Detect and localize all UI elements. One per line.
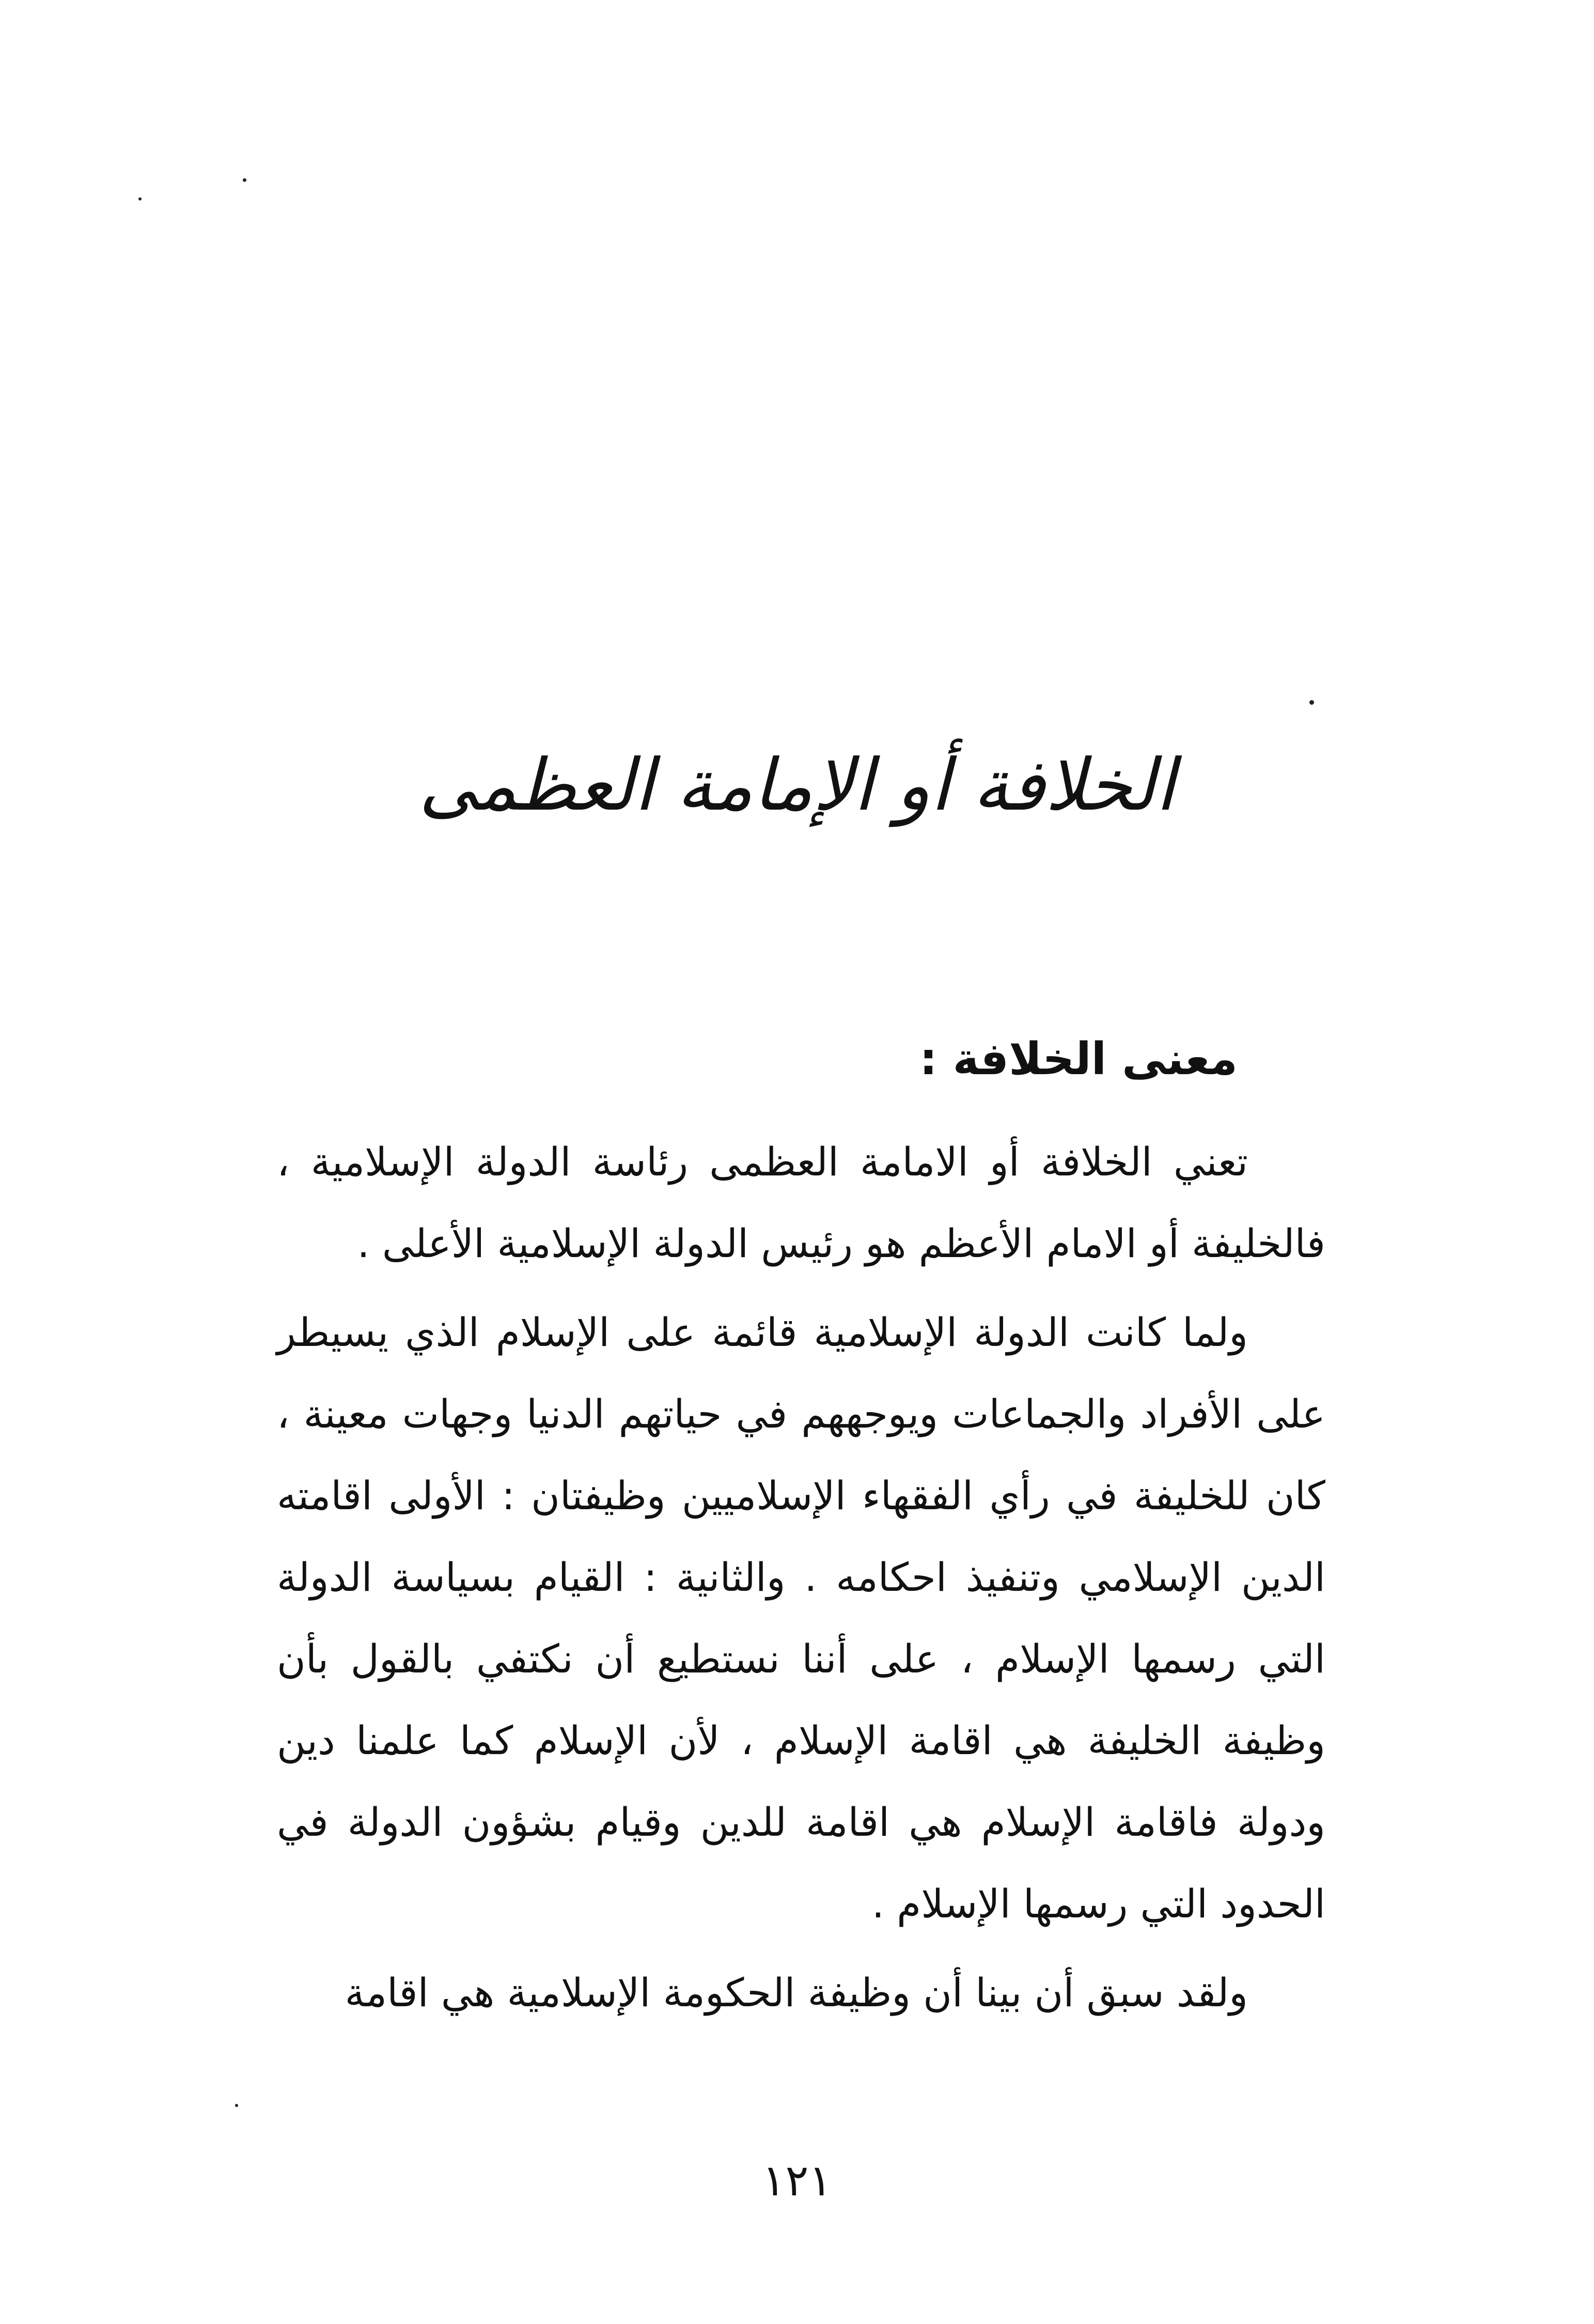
paragraph-3: ولقد سبق أن بينا أن وظيفة الحكومة الإسلامية هي اقامة: [345, 1970, 1248, 2016]
scan-speck-mark: [138, 197, 142, 200]
scan-speck-mark: [235, 2104, 238, 2107]
scan-speck-mark: [243, 178, 246, 182]
paragraph-1: تعني الخلافة أو الامامة العظمى رئاسة الدولة الإسلامية ، فالخليفة أو الامام الأعظم هو رئيس الدولة الإسلامية الأعلى .: [277, 1139, 1325, 1266]
body-text: [277, 1121, 1325, 2034]
scan-speck-mark: [1309, 700, 1314, 705]
chapter-title: الخلافة أو الإمامة العظمى: [418, 743, 1176, 827]
section-heading: معنى الخلافة :: [919, 1033, 1238, 1085]
page-number: ١٢١: [762, 2155, 832, 2206]
paragraph-2: ولما كانت الدولة الإسلامية قائمة على الإسلام الذي يسيطر على الأفراد والجماعات ويوجههم في حياتهم الدنيا وجهات معينة ، كان للخليفة في رأي الفقهاء الإسلاميين وظيفتان : الأولى اقامته الدين الإسلامي وتنفيذ احكامه . والثانية : القيام بسياسة الدولة التي رسمها الإسلام ، على أننا نستطيع أن نكتفي بالقول بأن وظيفة الخليفة هي اقامة الإسلام ، لأن الإسلام كما علمنا دين ودولة فاقامة الإسلام هي اقامة للدين وقيام بشؤون الدولة في الحدود التي رسمها الإسلام .: [277, 1309, 1325, 1927]
